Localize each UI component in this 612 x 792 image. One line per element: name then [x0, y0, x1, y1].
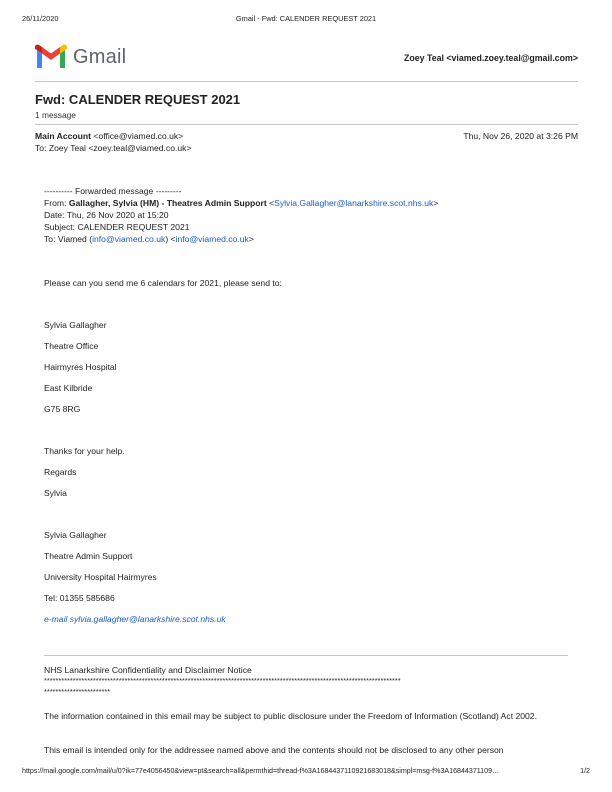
- address-line: Theatre Office: [44, 341, 99, 351]
- sender-line: [35, 131, 183, 141]
- forward-from-email-link[interactable]: Sylvia.Gallagher@lanarkshire.scot.nhs.uk: [274, 198, 434, 208]
- address-line: East Kilbride: [44, 383, 93, 393]
- signature-email: [44, 614, 226, 624]
- account-line: Zoey Teal <viamed.zoey.teal@gmail.com>: [404, 53, 578, 63]
- sender-name: Main Account: [35, 131, 92, 141]
- address-line: Sylvia Gallagher: [44, 320, 107, 330]
- disclaimer-para-2: This email is intended only for the addressee named above and the contents should not be disclosed to any other person: [44, 745, 504, 755]
- regards-text: Regards: [44, 467, 77, 477]
- forward-to-close: >: [248, 234, 254, 244]
- forward-separator: ---------- Forwarded message ---------: [44, 186, 182, 196]
- gmail-logo: [35, 44, 135, 70]
- print-date: 26/11/2020: [22, 14, 59, 23]
- forward-from-label: From:: [44, 198, 69, 208]
- forward-date: Date: Thu, 26 Nov 2020 at 15:20: [44, 210, 169, 220]
- forward-from: [44, 198, 438, 208]
- signature-email-link[interactable]: sylvia.gallagher@lanarkshire.scot.nhs.uk: [69, 614, 226, 624]
- request-text: Please can you send me 6 calendars for 2021, please send to:: [44, 278, 282, 288]
- subject-divider: [35, 124, 578, 125]
- forward-to: [44, 234, 254, 244]
- address-line: G75 8RG: [44, 404, 81, 414]
- signature-tel: Tel: 01355 585686: [44, 593, 115, 603]
- print-title: Gmail - Fwd: CALENDER REQUEST 2021: [235, 14, 377, 23]
- disclaimer-stars-1: ****************************************************************************************************************************: [44, 677, 401, 685]
- forward-subject: Subject: CALENDER REQUEST 2021: [44, 222, 190, 232]
- disclaimer-para-1: The information contained in this email may be subject to public disclosure under the Freedom of Information (Scotland) Act 2002.: [44, 711, 537, 721]
- forward-from-open: <: [266, 198, 275, 208]
- forward-to-label: To: Viamed (: [44, 234, 93, 244]
- recipient-line: To: Zoey Teal <zoey.teal@viamed.co.uk>: [35, 143, 192, 153]
- disclaimer-stars-2: ***********************: [44, 688, 111, 696]
- forward-from-close: >: [433, 198, 439, 208]
- signature-role: Theatre Admin Support: [44, 551, 133, 561]
- disclaimer-divider: [44, 655, 568, 656]
- gmail-wordmark: Gmail: [73, 46, 127, 68]
- gmail-icon: [35, 44, 67, 68]
- forward-to-email-link-2[interactable]: info@viamed.co.uk: [175, 234, 249, 244]
- sent-date: Thu, Nov 26, 2020 at 3:26 PM: [463, 131, 578, 141]
- forward-to-email-link-1[interactable]: info@viamed.co.uk: [92, 234, 166, 244]
- sender-address: <office@viamed.co.uk>: [93, 131, 184, 141]
- page-number: 1/2: [580, 767, 590, 775]
- forward-from-name: Gallagher, Sylvia (HM) - Theatres Admin Support: [68, 198, 267, 208]
- thanks-text: Thanks for your help.: [44, 446, 125, 456]
- forward-to-mid: ) <: [165, 234, 176, 244]
- signoff-name: Sylvia: [44, 488, 67, 498]
- print-url: https://mail.google.com/mail/u/0?ik=77e4056450&view=pt&search=all&permthid=thread-f%3A1684437110921683018&simpl=msg-f%3A16844371109…: [22, 767, 500, 775]
- header-divider: [35, 81, 578, 82]
- disclaimer-title: NHS Lanarkshire Confidentiality and Disclaimer Notice: [44, 665, 252, 675]
- email-subject: Fwd: CALENDER REQUEST 2021: [35, 92, 241, 107]
- message-count: 1 message: [35, 110, 76, 120]
- signature-email-label: e-mail: [44, 614, 70, 624]
- signature-name: Sylvia Gallagher: [44, 530, 107, 540]
- address-line: Hairmyres Hospital: [44, 362, 117, 372]
- signature-org: University Hospital Hairmyres: [44, 572, 157, 582]
